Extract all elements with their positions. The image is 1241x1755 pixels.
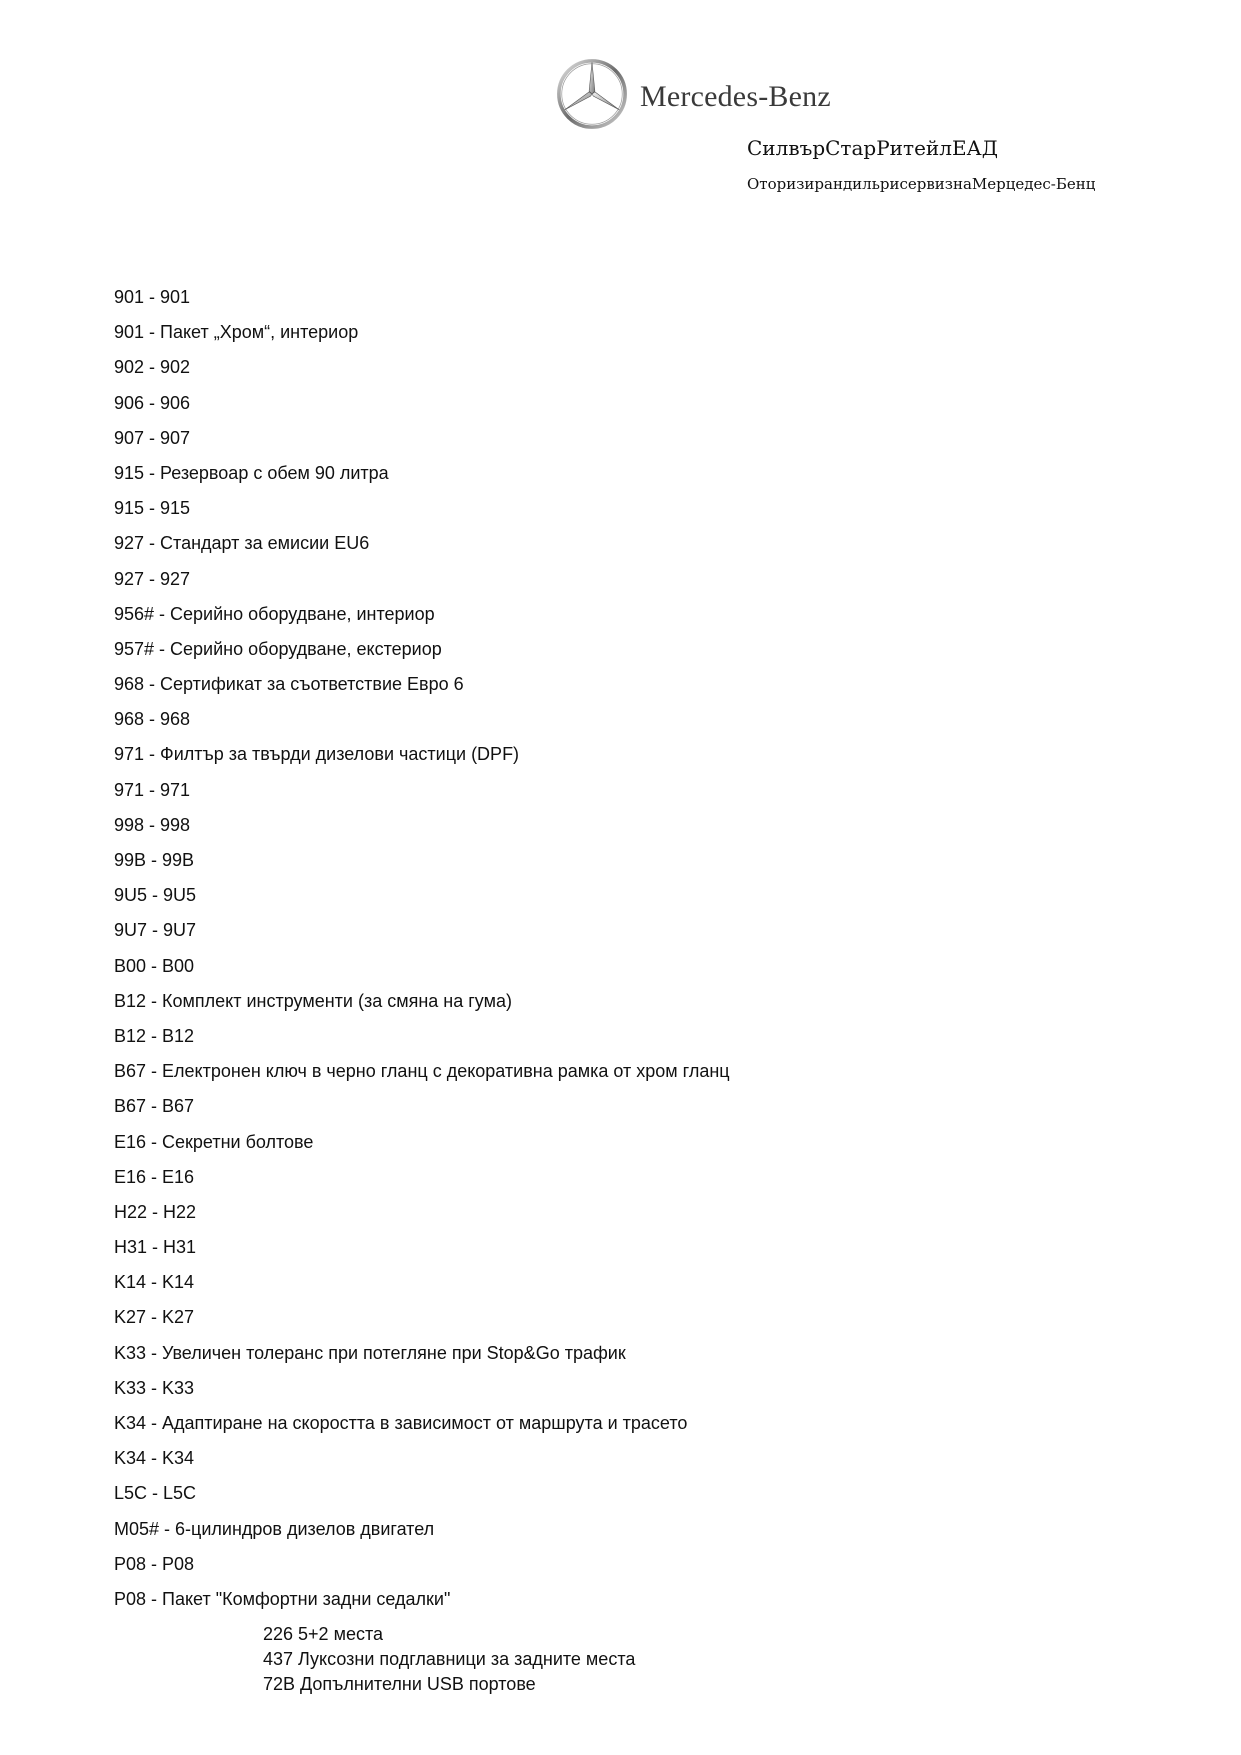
list-item: B00 - B00 [114, 955, 195, 976]
list-item: 906 - 906 [114, 392, 191, 413]
dealer-name: СилвърСтарРитейлЕАД [747, 136, 998, 160]
list-item: K33 - Увеличен толеранс при потегляне при Stop&Go трафик [114, 1342, 626, 1363]
list-item: 968 - Сертификат за съответствие Евро 6 [114, 674, 464, 695]
list-item: 9U5 - 9U5 [114, 885, 197, 906]
list-item: 901 - 901 [114, 287, 191, 307]
list-item: K34 - Адаптиране на скоростта в зависимост от маршрута и трасето [114, 1413, 688, 1433]
list-item: 901 - Пакет „Хром“, интериор [114, 322, 359, 343]
list-item: E16 - Секретни болтове [114, 1131, 314, 1152]
package-item: 437 Луксозни подглавници за задните места [263, 1649, 636, 1669]
list-item: 907 - 907 [114, 427, 191, 448]
list-item: M05# - 6-цилиндров дизелов двигател [114, 1518, 435, 1539]
list-item: K14 - K14 [114, 1272, 195, 1293]
list-item: K33 - K33 [114, 1377, 195, 1398]
list-item: K34 - K34 [114, 1448, 195, 1469]
package-contents-list [263, 1622, 635, 1697]
list-item: B12 - Комплект инструменти (за смяна на гума) [114, 990, 512, 1011]
package-item: 72B Допълнителни USB портове [263, 1674, 536, 1694]
list-item: K27 - K27 [114, 1307, 195, 1328]
dealer-subtitle: ОторизирандильрисервизнаМерцедес-Бенц [747, 175, 1096, 193]
list-item: P08 - Пакет "Комфортни задни седалки" [114, 1588, 451, 1609]
list-item: L5C - L5C [114, 1483, 197, 1504]
list-item: 956# - Серийно оборудване, интериор [114, 603, 435, 624]
list-item: 915 - Резервоар с обем 90 литра [114, 462, 389, 483]
list-item: 927 - Стандарт за емисии EU6 [114, 533, 370, 554]
list-item: B12 - B12 [114, 1025, 195, 1046]
list-item: 915 - 915 [114, 498, 191, 519]
list-item: 9U7 - 9U7 [114, 920, 197, 941]
list-item: 998 - 998 [114, 814, 191, 835]
list-item: P08 - P08 [114, 1553, 195, 1574]
package-item: 226 5+2 места [263, 1624, 384, 1644]
list-item: 968 - 968 [114, 709, 191, 730]
list-item: 971 - 971 [114, 779, 191, 800]
list-item: E16 - E16 [114, 1166, 195, 1187]
brand-name: Mercedes-Benz [640, 80, 831, 113]
list-item: 971 - Филтър за твърди дизелови частици (DPF) [114, 744, 520, 765]
list-item: 99B - 99B [114, 850, 195, 870]
mercedes-star-logo-icon [556, 58, 628, 130]
list-item: 957# - Серийно оборудване, екстериор [114, 638, 442, 659]
option-list [114, 280, 730, 1617]
list-item: 927 - 927 [114, 568, 191, 589]
list-item: H22 - H22 [114, 1201, 197, 1222]
list-item: B67 - B67 [114, 1096, 195, 1117]
list-item: H31 - H31 [114, 1237, 197, 1258]
list-item: B67 - Електронен ключ в черно гланц с декоративна рамка от хром гланц [114, 1061, 730, 1082]
list-item: 902 - 902 [114, 357, 191, 378]
